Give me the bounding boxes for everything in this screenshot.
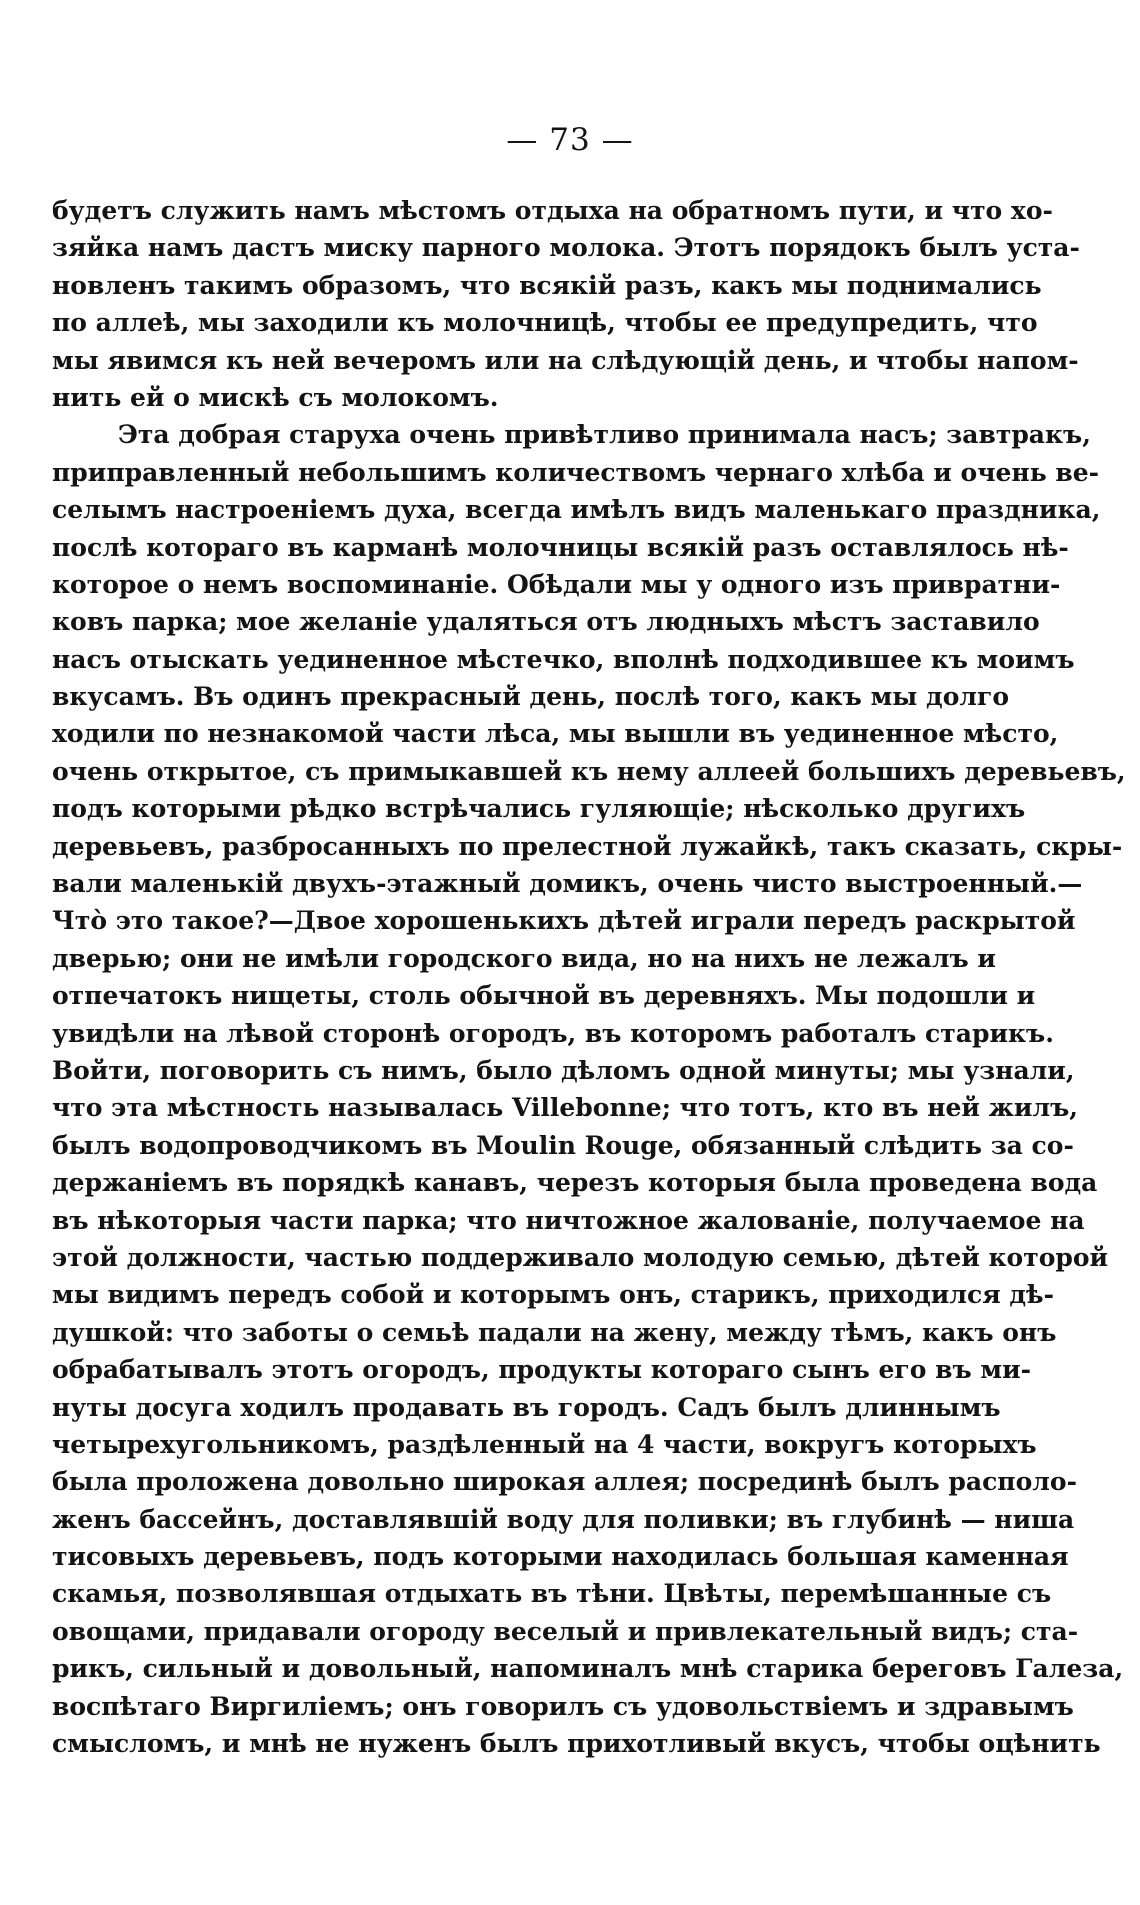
text-line: держаніемъ въ порядкѣ канавъ, черезъ которыя была проведена вода: [52, 1168, 1098, 1198]
text-line: увидѣли на лѣвой сторонѣ огородъ, въ которомъ работалъ старикъ.: [52, 1018, 1054, 1048]
text-line: по аллеѣ, мы заходили къ молочницѣ, чтобы ее предупредить, что: [52, 308, 1038, 338]
text-line: Что̀ это такое?—Двое хорошенькихъ дѣтей играли передъ раскрытой: [52, 906, 1076, 936]
text-line: скамья, позволявшая отдыхать въ тѣни. Цвѣты, перемѣшанные съ: [52, 1579, 1052, 1609]
text-line: послѣ котораго въ карманѣ молочницы всякій разъ оставлялось нѣ-: [52, 532, 1069, 562]
text-line: нуты досуга ходилъ продавать въ городъ. Садъ былъ длиннымъ: [52, 1392, 1001, 1422]
text-line: была проложена довольно широкая аллея; посрединѣ былъ располо-: [52, 1467, 1077, 1497]
text-line: что эта мѣстность называлась Villebonne; что тотъ, кто въ ней жилъ,: [52, 1093, 1078, 1123]
text-line: очень открытое, съ примыкавшей къ нему аллеей большихъ деревьевъ,: [52, 756, 1126, 786]
text-line: подъ которыми рѣдко встрѣчались гуляющіе; нѣсколько другихъ: [52, 794, 1026, 824]
text-line: вкусамъ. Въ одинъ прекрасный день, послѣ того, какъ мы долго: [52, 682, 1010, 712]
text-line: ходили по незнакомой части лѣса, мы вышли въ уединенное мѣсто,: [52, 719, 1059, 749]
text-line: отпечатокъ нищеты, столь обычной въ деревняхъ. Мы подошли и: [52, 981, 1036, 1011]
text-line: обрабатывалъ этотъ огородъ, продукты котораго сынъ его въ ми-: [52, 1355, 1032, 1385]
paragraph-start-line: Эта добрая старуха очень привѣтливо принимала насъ; завтракъ,: [118, 420, 1091, 450]
text-line: дверью; они не имѣли городского вида, но на нихъ не лежалъ и: [52, 943, 996, 973]
text-line: четырехугольникомъ, раздѣленный на 4 части, вокругъ которыхъ: [52, 1429, 1037, 1459]
text-line: зяйка намъ дастъ миску парного молока. Этотъ порядокъ былъ уста-: [52, 233, 1080, 263]
text-line: мы явимся къ ней вечеромъ или на слѣдующій день, и чтобы напом-: [52, 345, 1079, 375]
text-line: этой должности, частью поддерживало молодую семью, дѣтей которой: [52, 1242, 1109, 1272]
text-line: овощами, придавали огороду веселый и привлекательный видъ; ста-: [52, 1616, 1079, 1646]
text-line: въ нѣкоторыя части парка; что ничтожное жалованіе, получаемое на: [52, 1205, 1085, 1235]
text-line: новленъ такимъ образомъ, что всякій разъ, какъ мы поднимались: [52, 270, 1042, 300]
text-line: былъ водопроводчикомъ въ Moulin Rouge, обязанный слѣдить за со-: [52, 1130, 1074, 1160]
text-line: мы видимъ передъ собой и которымъ онъ, старикъ, приходился дѣ-: [52, 1280, 1054, 1310]
text-line: смысломъ, и мнѣ не нуженъ былъ прихотливый вкусъ, чтобы оцѣнить: [52, 1729, 1101, 1759]
text-line: селымъ настроеніемъ духа, всегда имѣлъ видъ маленькаго праздника,: [52, 495, 1101, 525]
text-line: ковъ парка; мое желаніе удаляться отъ людныхъ мѣстъ заставило: [52, 607, 1040, 637]
text-line: насъ отыскать уединенное мѣстечко, вполнѣ подходившее къ моимъ: [52, 644, 1075, 674]
text-line: женъ бассейнъ, доставлявшій воду для поливки; въ глубинѣ — ниша: [52, 1504, 1075, 1534]
text-line: вали маленькій двухъ-этажный домикъ, очень чисто выстроенный.—: [52, 869, 1083, 899]
page-number: — 73 —: [506, 122, 634, 158]
text-line: рикъ, сильный и довольный, напоминалъ мнѣ старика береговъ Галеза,: [52, 1654, 1124, 1684]
text-line: приправленный небольшимъ количествомъ чернаго хлѣба и очень ве-: [52, 457, 1100, 487]
text-line: Войти, поговорить съ нимъ, было дѣломъ одной минуты; мы узнали,: [52, 1055, 1075, 1085]
text-line: которое о немъ воспоминаніе. Обѣдали мы у одного изъ привратни-: [52, 569, 1061, 599]
text-line: нить ей о мискѣ съ молокомъ.: [52, 382, 499, 412]
text-line: душкой: что заботы о семьѣ падали на жену, между тѣмъ, какъ онъ: [52, 1317, 1057, 1347]
body-text: [52, 192, 1126, 1762]
text-line: воспѣтаго Виргиліемъ; онъ говорилъ съ удовольствіемъ и здравымъ: [52, 1691, 1074, 1721]
text-line: деревьевъ, разбросанныхъ по прелестной лужайкѣ, такъ сказать, скры-: [52, 831, 1123, 861]
text-line: будетъ служить намъ мѣстомъ отдыха на обратномъ пути, и что хо-: [52, 196, 1053, 225]
text-line: тисовыхъ деревьевъ, подъ которыми находилась большая каменная: [52, 1542, 1069, 1572]
